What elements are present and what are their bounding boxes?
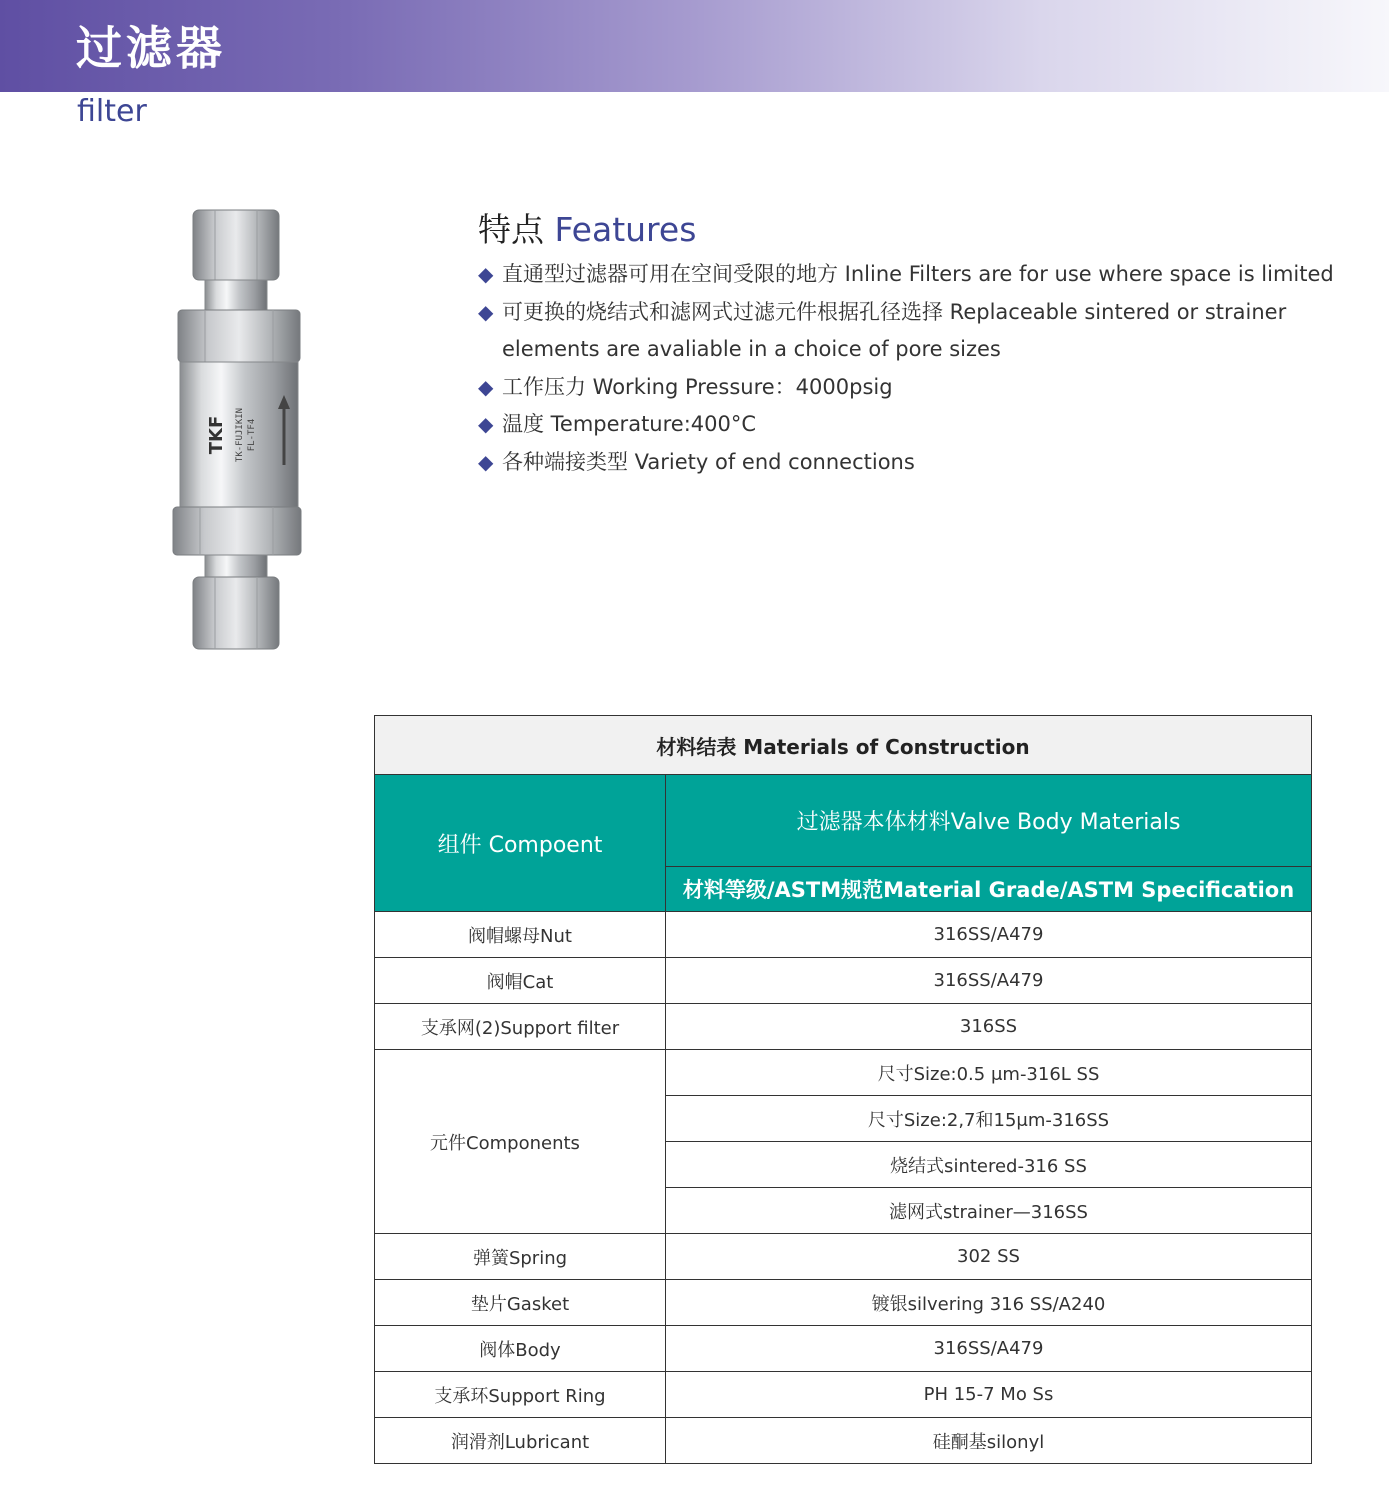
feature-item: ◆ 各种端接类型 Variety of end connections [478, 444, 1358, 482]
header-body-materials: 过滤器本体材料Valve Body Materials [666, 775, 1312, 867]
header-component: 组件 Compoent [375, 775, 666, 912]
material-cell: 滤网式strainer—316SS [666, 1188, 1312, 1234]
table-row [375, 1280, 1312, 1326]
header-banner [0, 0, 1389, 92]
diamond-icon: ◆ [478, 262, 494, 286]
table-row [375, 1326, 1312, 1372]
material-cell: 尺寸Size:2,7和15μm-316SS [666, 1096, 1312, 1142]
component-cell: 弹簧Spring [375, 1234, 666, 1280]
features-title-en: Features [554, 210, 697, 249]
page-subtitle: filter [77, 94, 147, 129]
materials-table [374, 715, 1312, 1464]
table-row [375, 1372, 1312, 1418]
svg-text:FL-TF4: FL-TF4 [247, 418, 257, 452]
diamond-icon: ◆ [478, 449, 494, 474]
material-cell: PH 15-7 Mo Ss [666, 1372, 1312, 1418]
inline-filter-product-image [160, 205, 310, 660]
component-cell: 垫片Gasket [375, 1280, 666, 1326]
feature-item: ◆ 可更换的烧结式和滤网式过滤元件根据孔径选择 Replaceable sintered or strainer elements are avaliable in a choice of pore sizes [478, 294, 1358, 369]
feature-item: ◆ 直通型过滤器可用在空间受限的地方 Inline Filters are for use where space is limited [478, 256, 1358, 294]
table-caption: 材料结表 Materials of Construction [375, 716, 1312, 775]
component-cell: 支承环Support Ring [375, 1372, 666, 1418]
header-material-grade: 材料等级/ASTM规范Material Grade/ASTM Specification [666, 867, 1312, 912]
table-row [375, 912, 1312, 958]
component-cell: 支承网(2)Support filter [375, 1004, 666, 1050]
diamond-icon: ◆ [478, 412, 494, 436]
material-cell: 316SS/A479 [666, 912, 1312, 958]
component-cell: 元件Components [375, 1050, 666, 1234]
table-row [375, 1004, 1312, 1050]
table-row [375, 1418, 1312, 1464]
component-cell: 阀帽螺母Nut [375, 912, 666, 958]
feature-item: ◆ 工作压力 Working Pressure：4000psig [478, 369, 1358, 407]
table-row [375, 958, 1312, 1004]
features-list [478, 256, 1358, 481]
diamond-icon: ◆ [478, 374, 494, 399]
svg-text:TKF: TKF [206, 415, 227, 455]
diamond-icon: ◆ [478, 299, 494, 324]
material-cell: 尺寸Size:0.5 μm-316L SS [666, 1050, 1312, 1096]
feature-item: ◆ 温度 Temperature:400°C [478, 406, 1358, 444]
table-row [375, 1234, 1312, 1280]
material-cell: 316SS/A479 [666, 958, 1312, 1004]
material-cell: 硅酮基silonyl [666, 1418, 1312, 1464]
component-cell: 润滑剂Lubricant [375, 1418, 666, 1464]
material-cell: 316SS [666, 1004, 1312, 1050]
svg-text:TK-FUJIKIN: TK-FUJIKIN [235, 407, 245, 463]
features-section [478, 208, 1358, 481]
features-title [478, 208, 1358, 252]
material-cell: 镀银silvering 316 SS/A240 [666, 1280, 1312, 1326]
material-cell: 302 SS [666, 1234, 1312, 1280]
page-title: 过滤器 [76, 21, 226, 75]
material-cell: 烧结式sintered-316 SS [666, 1142, 1312, 1188]
component-cell: 阀体Body [375, 1326, 666, 1372]
component-cell: 阀帽Cat [375, 958, 666, 1004]
material-cell: 316SS/A479 [666, 1326, 1312, 1372]
features-title-cn: 特点 [478, 210, 544, 249]
table-row [375, 1050, 1312, 1096]
